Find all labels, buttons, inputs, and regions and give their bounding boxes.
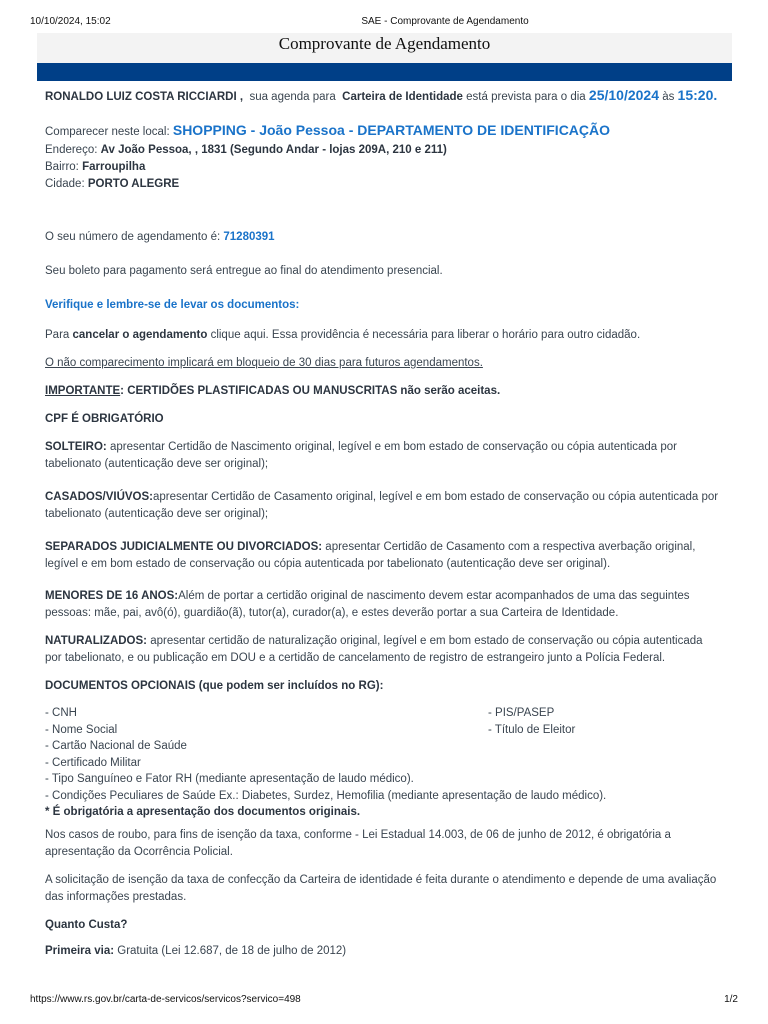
print-page-number: 1/2 <box>724 994 738 1005</box>
service-name: Carteira de Identidade <box>342 91 463 103</box>
print-url: https://www.rs.gov.br/carta-de-servicos/servicos?servico=498 <box>30 994 301 1005</box>
cancel-link[interactable]: cancelar o agendamento <box>72 329 208 341</box>
cancel-line <box>45 327 722 344</box>
local-label: Comparecer neste local: <box>45 126 170 138</box>
print-header <box>0 16 768 30</box>
bloqueio-text: O não comparecimento implicará em bloqueio de 30 dias para futuros agendamentos. <box>45 357 483 369</box>
opcional-item: - Condições Peculiares de Saúde Ex.: Diabetes, Surdez, Hemofilia (mediante apresentação de laudo médico). <box>45 789 607 802</box>
naturalizados-label: NATURALIZADOS: <box>45 635 147 647</box>
naturalizados-block <box>45 633 722 666</box>
solteiro-block <box>45 439 722 472</box>
opcional-item: - Título de Eleitor <box>488 723 576 736</box>
separados-label: SEPARADOS JUDICIALMENTE OU DIVORCIADOS: <box>45 541 323 553</box>
opcionais-list <box>45 705 722 821</box>
opcional-item: - Tipo Sanguíneo e Fator RH (mediante apresentação de laudo médico). <box>45 773 414 785</box>
appointment-date: 25/10/2024 <box>588 87 659 103</box>
primeira-text: Gratuita (Lei 12.687, de 18 de julho de 2012) <box>117 945 347 957</box>
roubo-text: Nos casos de roubo, para fins de isenção da taxa, conforme - Lei Estadual 14.003, de 06 de junho de 2012, é obrigatória a apresentação da Ocorrência Policial. <box>45 829 671 858</box>
isencao-text: A solicitação de isenção da taxa de confecção da Carteira de identidade é feita durante o atendimento e depende de uma avaliação das informações prestadas. <box>45 874 717 903</box>
naturalizados-text: apresentar certidão de naturalização original, legível e em bom estado de conservação ou cópia autenticada por tabelionato, e ou publicação em DOU e a certidão de cancelamento de registro de estrangeiro junto a Polícia Federal. <box>45 635 703 664</box>
opcional-item: - Cartão Nacional de Saúde <box>45 740 187 752</box>
casados-block <box>45 489 722 522</box>
cidade-label: Cidade: <box>45 178 85 190</box>
verifique-heading: Verifique e lembre-se de levar os documentos: <box>45 299 300 311</box>
opcionais-right <box>488 705 575 738</box>
solteiro-text: apresentar Certidão de Nascimento original, legível e em bom estado de conservação ou cópia autenticada por tabelionato (autenticação deve ser original); <box>45 441 678 470</box>
bairro-label: Bairro: <box>45 161 79 173</box>
opcional-item: - PIS/PASEP <box>488 707 555 719</box>
menores-block <box>45 588 722 621</box>
prevista-text: está prevista para o dia <box>466 91 586 103</box>
primeira-via <box>45 943 722 960</box>
citizen-name: RONALDO LUIZ COSTA RICCIARDI , <box>45 91 244 103</box>
boleto-text: Seu boleto para pagamento será entregue ao final do atendimento presencial. <box>45 265 443 277</box>
document <box>37 33 732 988</box>
cidade-value: PORTO ALEGRE <box>87 178 180 190</box>
opcional-item: - Nome Social <box>45 723 118 736</box>
opcionais-heading: DOCUMENTOS OPCIONAIS (que podem ser incluídos no RG): <box>45 680 384 692</box>
as-text: às <box>662 91 675 103</box>
cpf-line: CPF É OBRIGATÓRIO <box>45 413 164 425</box>
document-title: Comprovante de Agendamento <box>37 33 732 63</box>
casados-label: CASADOS/VIÚVOS: <box>45 491 153 503</box>
menores-text: Além de portar a certidão original de nascimento devem estar acompanhados de uma das seguintes pessoas: mãe, pai, avô(ó), guardião(ã), tutor(a), curador(a), e estes deverão portar a sua Carteira de Identidade. <box>45 590 690 619</box>
endereco-label: Endereço: <box>45 144 98 156</box>
primeira-label: Primeira via: <box>45 945 115 957</box>
bairro-value: Farroupilha <box>82 161 146 173</box>
local-name: SHOPPING - João Pessoa - DEPARTAMENTO DE IDENTIFICAÇÃO <box>172 122 611 138</box>
print-timestamp: 10/10/2024, 15:02 <box>30 16 111 27</box>
cancel-rest: clique aqui. Essa providência é necessária para liberar o horário para outro cidadão. <box>210 329 641 341</box>
numero-label: O seu número de agendamento é: <box>45 231 221 243</box>
menores-label: MENORES DE 16 ANOS: <box>45 590 179 602</box>
importante-line <box>45 383 722 400</box>
quanto-custa: Quanto Custa? <box>45 919 128 931</box>
obrigatoria-note: * É obrigatória a apresentação dos documentos originais. <box>45 806 361 818</box>
location-block <box>45 121 722 193</box>
importante-label: IMPORTANTE <box>45 385 121 397</box>
casados-text: apresentar Certidão de Casamento original, legível e em bom estado de conservação ou cópia autenticada por tabelionato (autenticação deve ser original); <box>45 491 719 520</box>
appointment-time: 15:20. <box>677 87 718 103</box>
print-page-title: SAE - Comprovante de Agendamento <box>361 16 529 27</box>
numero-value: 71280391 <box>223 231 275 243</box>
print-footer <box>0 994 768 1008</box>
cancel-para: Para <box>45 329 70 341</box>
agenda-text: sua agenda para <box>249 91 336 103</box>
separados-block <box>45 539 722 572</box>
importante-text: : CERTIDÕES PLASTIFICADAS OU MANUSCRITAS não serão aceitas. <box>120 385 501 397</box>
appointment-line <box>45 85 722 107</box>
opcional-item: - CNH <box>45 707 77 719</box>
solteiro-label: SOLTEIRO: <box>45 441 107 453</box>
appointment-number <box>45 229 722 246</box>
endereco-value: Av João Pessoa, , 1831 (Segundo Andar - lojas 209A, 210 e 211) <box>100 144 447 156</box>
separados-text: apresentar Certidão de Casamento com a respectiva averbação original, legível e em bom estado de conservação ou cópia autenticada por tabelionato (autenticação deve ser original). <box>45 541 696 570</box>
header-bar <box>37 63 732 81</box>
opcional-item: - Certificado Militar <box>45 756 141 769</box>
